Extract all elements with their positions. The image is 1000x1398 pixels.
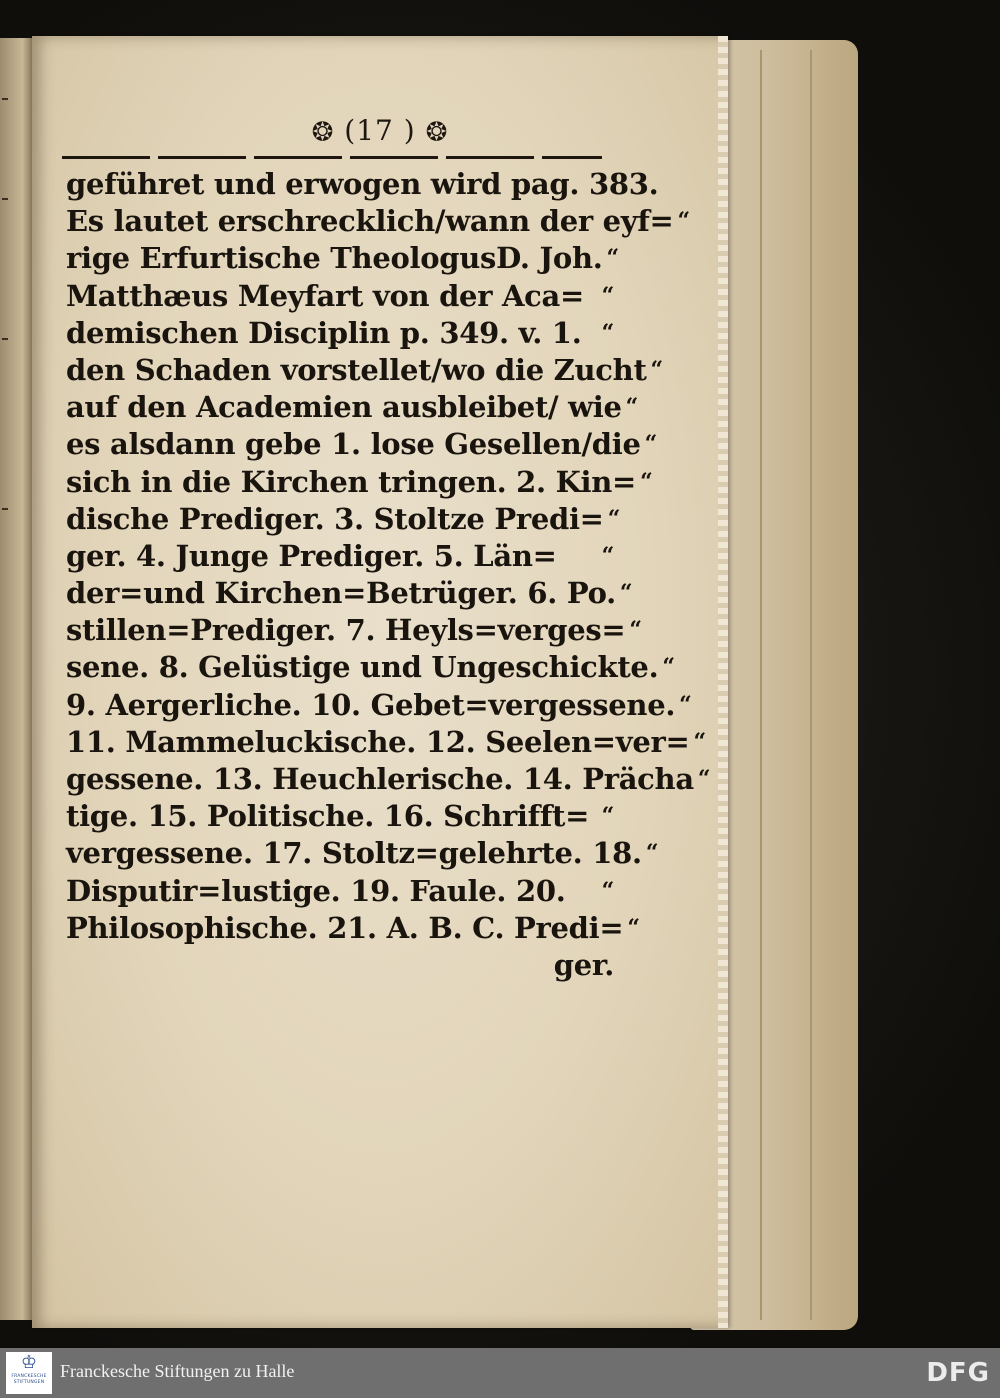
text-line-content: sich in die Kirchen tringen. 2. Kin= — [66, 464, 637, 499]
ornament-left-icon: ❂ — [311, 117, 335, 148]
text-line — [66, 389, 639, 426]
quotation-mark: “ — [601, 282, 614, 309]
text-line — [66, 501, 621, 538]
quotation-mark: “ — [625, 394, 639, 421]
quotation-mark: “ — [601, 877, 614, 904]
text-line — [66, 203, 690, 240]
text-line-content: sene. 8. Gelüstige und Ungeschickte. — [66, 650, 659, 685]
text-line — [66, 352, 663, 389]
facing-page-edge — [0, 38, 32, 1320]
text-line — [66, 649, 675, 686]
text-line-content: auf den Academien ausbleibet/ wie — [66, 390, 622, 425]
text-line-content: Philosophische. 21. A. B. C. Predi= — [66, 910, 624, 945]
text-line-content: demischen Disciplin p. 349. v. 1. — [66, 315, 582, 350]
book-page — [32, 36, 728, 1328]
text-line — [66, 538, 614, 575]
text-line — [66, 278, 614, 315]
text-line-content: ger. 4. Junge Prediger. 5. Län= — [66, 538, 557, 573]
catchword: ger. — [553, 947, 614, 982]
text-line-content: tige. 15. Politische. 16. Schrifft= — [66, 799, 590, 834]
quotation-mark: “ — [662, 654, 675, 681]
quotation-mark: “ — [627, 914, 640, 941]
text-line-content: dische Prediger. 3. Stoltze Predi= — [66, 501, 604, 536]
page-header — [32, 114, 728, 148]
text-line-content: Disputir=lustige. 19. Faule. 20. — [66, 873, 566, 908]
logo-caption-line1: FRANCKESCHE — [11, 1374, 47, 1379]
text-line-content: vergessene. 17. Stoltz=gelehrte. 18. — [66, 836, 642, 871]
quotation-mark: “ — [601, 542, 614, 569]
text-line — [66, 761, 711, 798]
footer-bar — [0, 1348, 1000, 1398]
institution-logo[interactable] — [6, 1352, 52, 1394]
text-line — [66, 835, 659, 872]
text-line-content: den Schaden vorstellet/wo die Zucht — [66, 352, 647, 387]
text-line-content: gessene. 13. Heuchlerische. 14. Prächa — [66, 762, 694, 796]
quotation-mark: “ — [629, 617, 642, 644]
text-line — [66, 612, 642, 649]
quotation-mark: “ — [693, 728, 706, 755]
quotation-mark: “ — [679, 691, 692, 718]
text-line-content: rige Erfurtische TheologusD. Joh. — [66, 241, 603, 276]
dfg-logo[interactable]: DFG — [926, 1358, 990, 1388]
header-rule — [62, 156, 602, 159]
institution-name[interactable]: Franckesche Stiftungen zu Halle — [60, 1361, 295, 1381]
quotation-mark: “ — [601, 803, 614, 830]
text-line — [66, 575, 633, 612]
quotation-mark: “ — [644, 431, 657, 458]
text-line-content: der=und Kirchen=Betrüger. 6. Po. — [66, 576, 616, 611]
text-line-content: stillen=Prediger. 7. Heyls=verges= — [66, 613, 626, 648]
text-line — [66, 910, 640, 947]
page-number: (17 ) — [344, 114, 416, 147]
text-line — [66, 687, 692, 724]
text-line-content: es alsdann gebe 1. lose Gesellen/die — [66, 427, 641, 462]
quotation-mark: “ — [645, 840, 659, 867]
quotation-mark: “ — [606, 245, 619, 272]
text-line — [66, 724, 706, 761]
body-text — [66, 166, 711, 984]
logo-caption-line2: STIFTUNGEN — [13, 1380, 45, 1385]
quotation-mark: “ — [601, 319, 614, 346]
quotation-mark: “ — [697, 766, 711, 792]
text-line-content: Es lautet erschrecklich/wann der eyf= — [66, 204, 674, 239]
quotation-mark: “ — [607, 505, 621, 532]
text-line — [66, 464, 653, 501]
text-line — [66, 426, 657, 463]
quotation-mark: “ — [677, 208, 690, 235]
quotation-mark: “ — [619, 580, 633, 607]
text-line — [66, 315, 614, 352]
text-line-content: 11. Mammeluckische. 12. Seelen=ver= — [66, 724, 690, 759]
text-line — [66, 873, 614, 910]
ornament-right-icon: ❂ — [425, 117, 449, 148]
catchword-line — [66, 947, 614, 984]
text-line — [66, 240, 619, 277]
text-line — [66, 798, 614, 835]
text-line — [66, 166, 659, 203]
text-line-content: 9. Aergerliche. 10. Gebet=vergessene. — [66, 687, 676, 722]
text-line-content: Matthæus Meyfart von der Aca= — [66, 278, 585, 313]
quotation-mark: “ — [650, 356, 663, 383]
quotation-mark: “ — [640, 468, 653, 495]
text-line-content: geführet und erwogen wird pag. 383. — [66, 167, 659, 201]
crown-emblem-icon: ♔ — [20, 1352, 38, 1373]
